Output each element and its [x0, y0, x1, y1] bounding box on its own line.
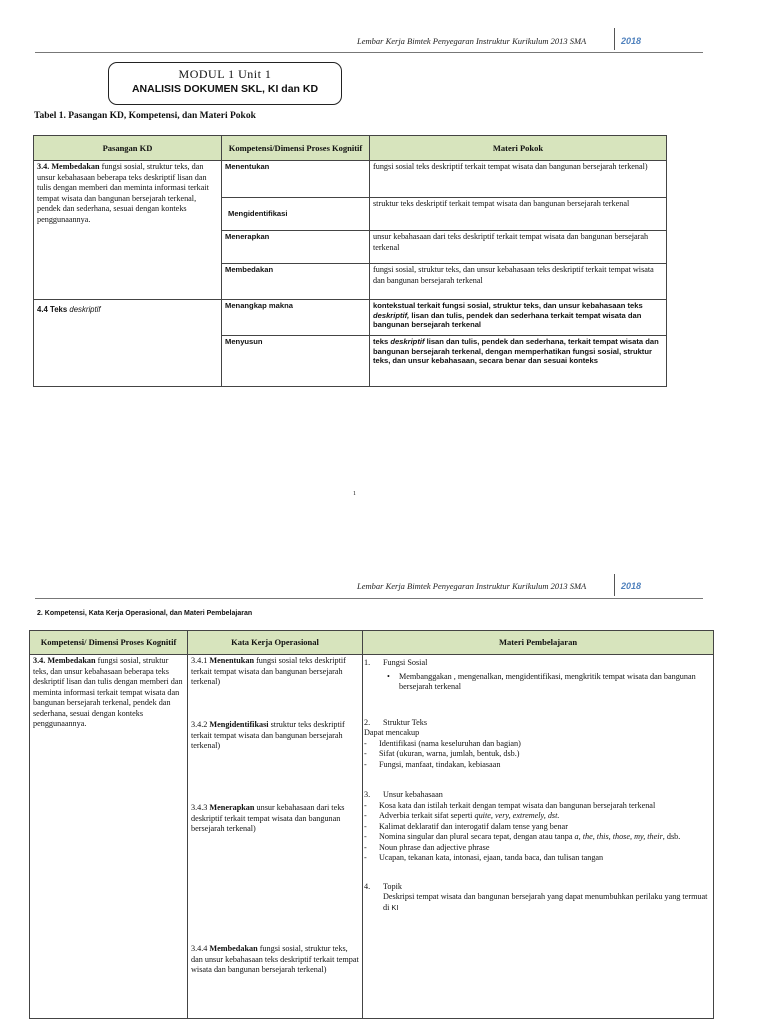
table1-kd2-cell: [34, 300, 222, 387]
table1-header-kompetensi: Kompetensi/Dimensi Proses Kognitif: [222, 136, 370, 161]
s3-i4-b: , dsb.: [662, 832, 681, 841]
s3-item: - Noun phrase dan adjective phrase: [363, 843, 710, 854]
table2-header-kko: Kata Kerja Operasional: [188, 631, 363, 655]
s3-i2-a: Adverbia terkait sifat seperti: [379, 811, 475, 820]
header2-year: 2018: [621, 581, 642, 591]
table1-caption: Tabel 1. Pasangan KD, Kompetensi, dan Materi Pokok: [34, 111, 256, 121]
kko-item: [191, 720, 359, 803]
s3-item: - Ucapan, tekanan kata, intonasi, ejaan, tanda baca, dan tulisan tangan: [363, 853, 710, 864]
table1-k-5: Menyusun: [222, 336, 370, 387]
header-rule: [35, 52, 703, 53]
s3-title: Unsur kebahasaan: [383, 790, 443, 799]
s2-title: Struktur Teks: [383, 717, 428, 727]
m4-a: kontekstual terkait fungsi sosial, struktur teks, dan unsur kebahasaan teks: [373, 301, 643, 310]
kd1-text: fungsi sosial, struktur teks, dan unsur kebahasaan beberapa teks deskriptif lisan dan tulis dengan memberi dan meminta informasi terkait tempat wisata dan bangunan bersejarah terkenal, pendek dan sederhana, sesuai dengan konteks penggunaannya.: [37, 162, 209, 224]
kko-item: [191, 656, 359, 720]
table1-m-2: unsur kebahasaan dari teks deskriptif terkait tempat wisata dan bangunan bersejarah terkenal: [370, 231, 667, 264]
page-number: 1: [353, 491, 356, 497]
table1-m-0: fungsi sosial teks deskriptif terkait tempat wisata dan bangunan bersejarah terkenal): [370, 161, 667, 198]
s1-title: Fungsi Sosial: [383, 658, 428, 667]
s3-item: - Kosa kata dan istilah terkait dengan tempat wisata dan bangunan bersejarah terkenal: [363, 801, 710, 812]
kd1-bold: 3.4. Membedakan: [37, 162, 100, 171]
s2-intro: Dapat mencakup: [364, 728, 420, 737]
kko-text: fungsi sosial teks deskriptif terkait tempat wisata dan bangunan bersejarah terkenal): [191, 656, 346, 686]
kko-text: unsur kebahasaan dari teks deskriptif terkait tempat wisata dan bangunan bersejarah terkenal): [191, 803, 345, 833]
page-header-text: Lembar Kerja Bimtek Penyegaran Instruktur Kurikulum 2013 SMA: [357, 36, 587, 46]
materi-section-3: [363, 790, 710, 801]
kko-text: fungsi sosial, struktur teks, dan unsur kebahasaan teks deskriptif terkait tempat wisata dan bangunan bersejarah terkenal): [191, 944, 359, 974]
table2-kko-cell: [188, 655, 363, 1019]
materi-section-4: [363, 882, 710, 893]
module-subtitle: ANALISIS DOKUMEN SKL, KI dan KD: [131, 83, 319, 95]
header-year: 2018: [621, 36, 642, 46]
table2-caption: 2. Kompetensi, Kata Kerja Operasional, dan Materi Pembelajaran: [37, 610, 253, 617]
table1-k-2: Menerapkan: [222, 231, 370, 264]
s4-text-a: Deskripsi tempat wisata dan bangunan bersejarah yang dapat menumbuhkan perilaku yang termuat di: [383, 892, 708, 912]
table1-k-3: Membedakan: [222, 264, 370, 300]
s3-i4-a: Nomina singular dan plural secara tepat, dengan atau tanpa: [379, 832, 575, 841]
table2-kompetensi-cell: [30, 655, 188, 1019]
m4-i: deskriptif,: [373, 310, 410, 320]
table2-materi-cell: [363, 655, 714, 1019]
kko-verb: Membedakan: [209, 944, 258, 953]
kko-num: 3.4.3: [191, 803, 210, 812]
kko-text: struktur teks deskriptif terkait tempat wisata dan bangunan bersejarah terkenal): [191, 720, 345, 750]
table1-k-0: Menentukan: [222, 161, 370, 198]
table1-header-kd: Pasangan KD: [34, 136, 222, 161]
table2-header-materi: Materi Pembelajaran: [363, 631, 714, 655]
kko-item: [191, 944, 359, 976]
kko-verb: Menerapkan: [209, 803, 255, 812]
kko-num: 3.4.4: [191, 944, 210, 953]
s3-item: - Kalimat deklaratif dan interogatif dalam tense yang benar: [363, 822, 710, 833]
table1-m-1: struktur teks deskriptif terkait tempat wisata dan bangunan bersejarah terkenal: [370, 198, 667, 231]
kko-verb: Mengidentifikasi: [209, 720, 269, 729]
s3-item: [363, 811, 710, 822]
s4-num: 4.: [364, 881, 371, 891]
kd2-italic: deskriptif: [69, 305, 101, 314]
header-separator: [614, 28, 615, 50]
kko-item: [191, 803, 359, 944]
kko-num: 3.4.2: [191, 720, 210, 729]
s2-item: - Fungsi, manfaat, tindakan, kebiasaan: [363, 760, 710, 771]
table1-m-4: [370, 300, 667, 336]
table1-m-5: [370, 336, 667, 387]
s2-num: 2.: [364, 717, 371, 727]
kd2-prefix: 4.4 Teks: [37, 305, 70, 314]
s4-text: [363, 892, 710, 913]
s2-item: - Identifikasi (nama keseluruhan dan bagian): [363, 739, 710, 750]
m5-i: deskriptif: [390, 337, 425, 346]
header2-separator: [614, 574, 615, 596]
s4-title: Topik: [383, 881, 402, 891]
table2: [29, 630, 714, 1019]
s1-bullet: • Membanggakan , mengenalkan, mengidentifikasi, mengkritik tempat wisata dan bangunan bersejarah terkenal: [363, 672, 710, 718]
table1-kd1-cell: [34, 161, 222, 300]
module-title: MODUL 1 Unit 1: [178, 67, 272, 81]
m5-b: lisan dan tulis, pendek dan sederhana, terkait tempat wisata dan bangunan bersejarah terkenal, dengan memperhatikan fungsi sosial, struktur teks, dan unsur kebahasaan, secara benar dan sesuai konteks: [373, 337, 659, 366]
table1-k-4: Menangkap makna: [222, 300, 370, 336]
s4-text-b: KI: [391, 902, 399, 912]
table2-header-kompetensi: Kompetensi/ Dimensi Proses Kognitif: [30, 631, 188, 655]
page2-header-text: Lembar Kerja Bimtek Penyegaran Instruktur Kurikulum 2013 SMA: [357, 581, 587, 591]
table1-header-materi: Materi Pokok: [370, 136, 667, 161]
s3-num: 3.: [364, 790, 371, 799]
m5-a: teks: [373, 337, 391, 346]
table1-m-3: fungsi sosial, struktur teks, dan unsur kebahasaan teks deskriptif terkait tempat wisata dan bangunan bersejarah terkenal: [370, 264, 667, 300]
t2-kd-bold: 3.4. Membedakan: [33, 656, 96, 665]
kko-num: 3.4.1: [191, 656, 210, 665]
s3-i4-i: a, the, this, those, my, their: [574, 832, 663, 841]
header2-rule: [35, 598, 703, 599]
s1-num: 1.: [364, 658, 371, 667]
m4-b: lisan dan tulis, pendek dan sederhana terkait tempat wisata dan bangunan bersejarah terkenal: [373, 310, 642, 330]
table1-k-1: Mengidentifikasi: [222, 198, 370, 231]
table1: [33, 135, 667, 387]
kko-verb: Menentukan: [209, 656, 255, 665]
s3-item: [363, 832, 710, 843]
materi-section-2: [363, 718, 710, 729]
materi-section-1: [363, 658, 710, 669]
t2-kd-text: fungsi sosial, struktur teks, dan unsur kebahasaan beberapa teks deskriptif lisan dan tulis dengan memberi dan meminta informasi terkait tempat wisata dan bangunan bersejarah terkenal, pendek dan sederhana, sesuai dengan konteks penggunaannya.: [33, 656, 183, 728]
module-title-box: [108, 62, 342, 105]
s2-item: - Sifat (ukuran, warna, jumlah, bentuk, dsb.): [363, 749, 710, 760]
s3-i2-i: quite, very, extremely, dst.: [474, 811, 560, 820]
